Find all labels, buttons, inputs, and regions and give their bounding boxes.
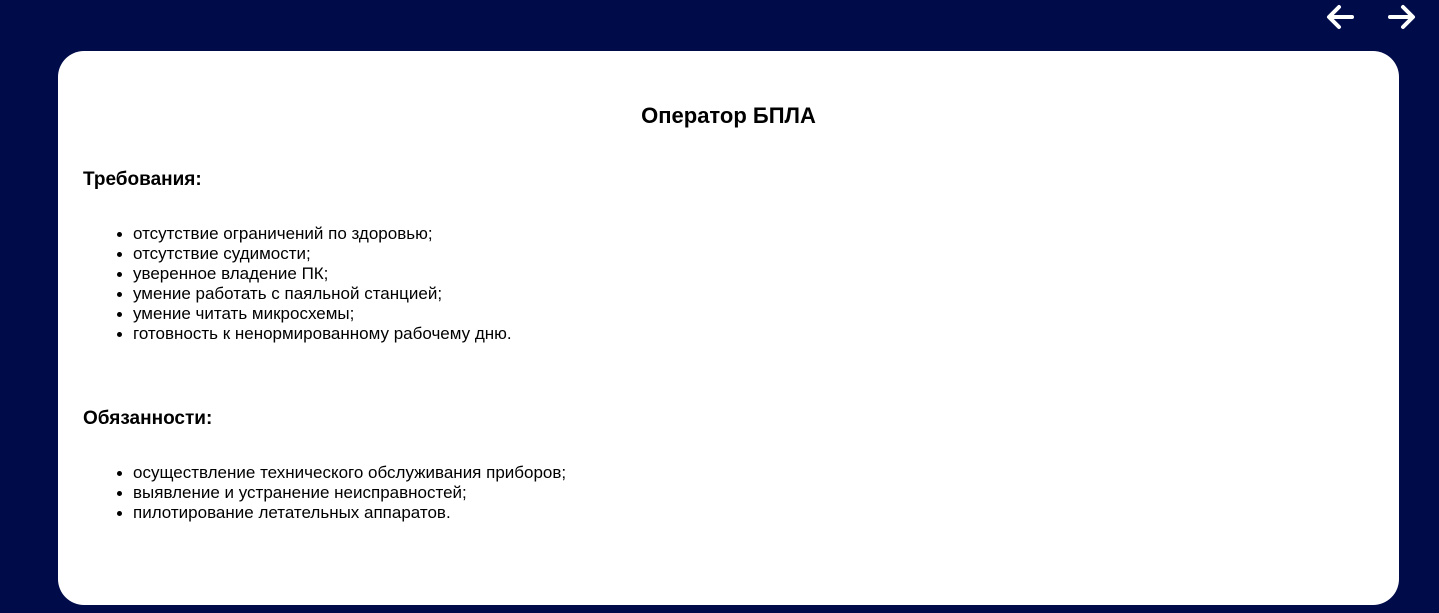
duty-item: осуществление технического обслуживания приборов; — [133, 463, 567, 482]
requirement-item: отсутствие судимости; — [133, 244, 512, 264]
requirements-list — [83, 224, 512, 344]
next-button[interactable] — [1386, 1, 1418, 33]
slide-navigation — [1299, 0, 1439, 34]
duty-item: выявление и устранение неисправностей; — [133, 483, 566, 503]
requirement-item: отсутствие ограничений по здоровью; — [133, 224, 512, 244]
duty-item: пилотирование летательных аппаратов. — [133, 503, 566, 523]
requirement-item: готовность к ненормированному рабочему дню. — [133, 324, 512, 343]
requirement-item: умение читать микросхемы; — [133, 304, 512, 324]
vacancy-card — [58, 51, 1399, 605]
arrow-left-icon — [1324, 1, 1356, 33]
requirement-item: умение работать с паяльной станцией; — [133, 284, 512, 304]
requirements-heading: Требования: — [83, 169, 202, 190]
vacancy-title: Оператор БПЛА — [641, 103, 816, 128]
duties-heading: Обязанности: — [83, 408, 213, 429]
duties-list — [83, 463, 566, 523]
requirement-item: уверенное владение ПК; — [133, 264, 512, 284]
arrow-right-icon — [1386, 1, 1418, 33]
previous-button[interactable] — [1324, 1, 1356, 33]
